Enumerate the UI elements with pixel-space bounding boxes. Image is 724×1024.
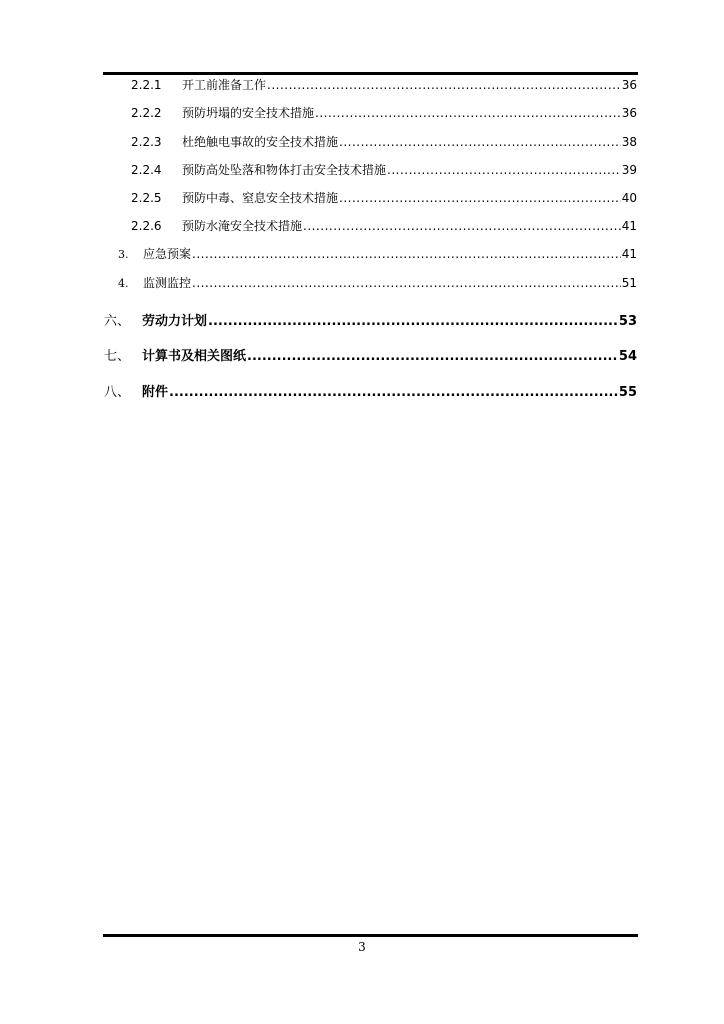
toc-entry-title: 预防坍塌的安全技术措施 [182,106,315,120]
toc-entry-title: 预防中毒、窒息安全技术措施 [182,191,339,205]
header-rule [103,72,638,75]
toc-chapter-title: 计算书及相关图纸 [142,349,247,364]
toc-dot-leader [192,276,621,290]
toc-entry-page: 36 [621,106,637,120]
toc-entry-page: 51 [621,276,637,290]
toc-entry-3[interactable] [118,245,637,263]
toc-chapter-title: 劳动力计划 [142,314,208,329]
toc-entry-title: 应急预案 [143,247,192,261]
toc-chapter-number: 八、 [104,385,131,400]
toc-entry-page: 41 [621,219,637,233]
toc-entry-number: 3. [118,248,129,261]
toc-chapter-6[interactable] [104,310,637,330]
toc-entry-2-2-6[interactable] [131,217,637,235]
toc-entry-2-2-4[interactable] [131,161,637,179]
toc-entry-page: 38 [621,135,637,149]
toc-dot-leader [339,135,621,149]
toc-chapter-7[interactable] [104,345,637,365]
toc-dot-leader [387,163,621,177]
toc-entry-title: 杜绝触电事故的安全技术措施 [182,135,339,149]
toc-dot-leader [339,191,621,205]
toc-entry-page: 41 [621,247,637,261]
footer-rule [103,934,638,937]
toc-entry-2-2-1[interactable] [131,76,637,94]
toc-dot-leader [267,78,621,92]
toc-entry-title: 开工前准备工作 [182,78,267,92]
toc-chapter-title: 附件 [142,385,169,400]
toc-entry-number: 4. [118,277,129,290]
toc-entry-page: 36 [621,78,637,92]
toc-entry-title: 预防高处坠落和物体打击安全技术措施 [182,163,387,177]
toc-chapter-number: 七、 [104,349,131,364]
page-number: 3 [358,940,366,954]
toc-entry-2-2-5[interactable] [131,189,637,207]
toc-entry-2-2-3[interactable] [131,133,637,151]
toc-dot-leader [247,349,618,364]
toc-dot-leader [303,219,621,233]
toc-dot-leader [315,106,621,120]
toc-entry-number: 2.2.1 [131,78,162,92]
toc-entry-title: 预防水淹安全技术措施 [182,219,303,233]
toc-entry-number: 2.2.3 [131,135,162,149]
toc-chapter-page: 55 [618,385,637,400]
toc-chapter-number: 六、 [104,314,131,329]
toc-entry-number: 2.2.2 [131,106,162,120]
toc-entry-page: 39 [621,163,637,177]
toc-dot-leader [208,314,618,329]
toc-dot-leader [169,385,618,400]
toc-entry-2-2-2[interactable] [131,104,637,122]
toc-entry-number: 2.2.4 [131,163,162,177]
toc-entry-4[interactable] [118,274,637,292]
toc-entry-number: 2.2.6 [131,219,162,233]
toc-chapter-page: 53 [618,314,637,329]
toc-entry-title: 监测监控 [143,276,192,290]
toc-entry-page: 40 [621,191,637,205]
toc-entry-number: 2.2.5 [131,191,162,205]
toc-dot-leader [192,247,621,261]
toc-chapter-page: 54 [618,349,637,364]
toc-chapter-8[interactable] [104,381,637,401]
